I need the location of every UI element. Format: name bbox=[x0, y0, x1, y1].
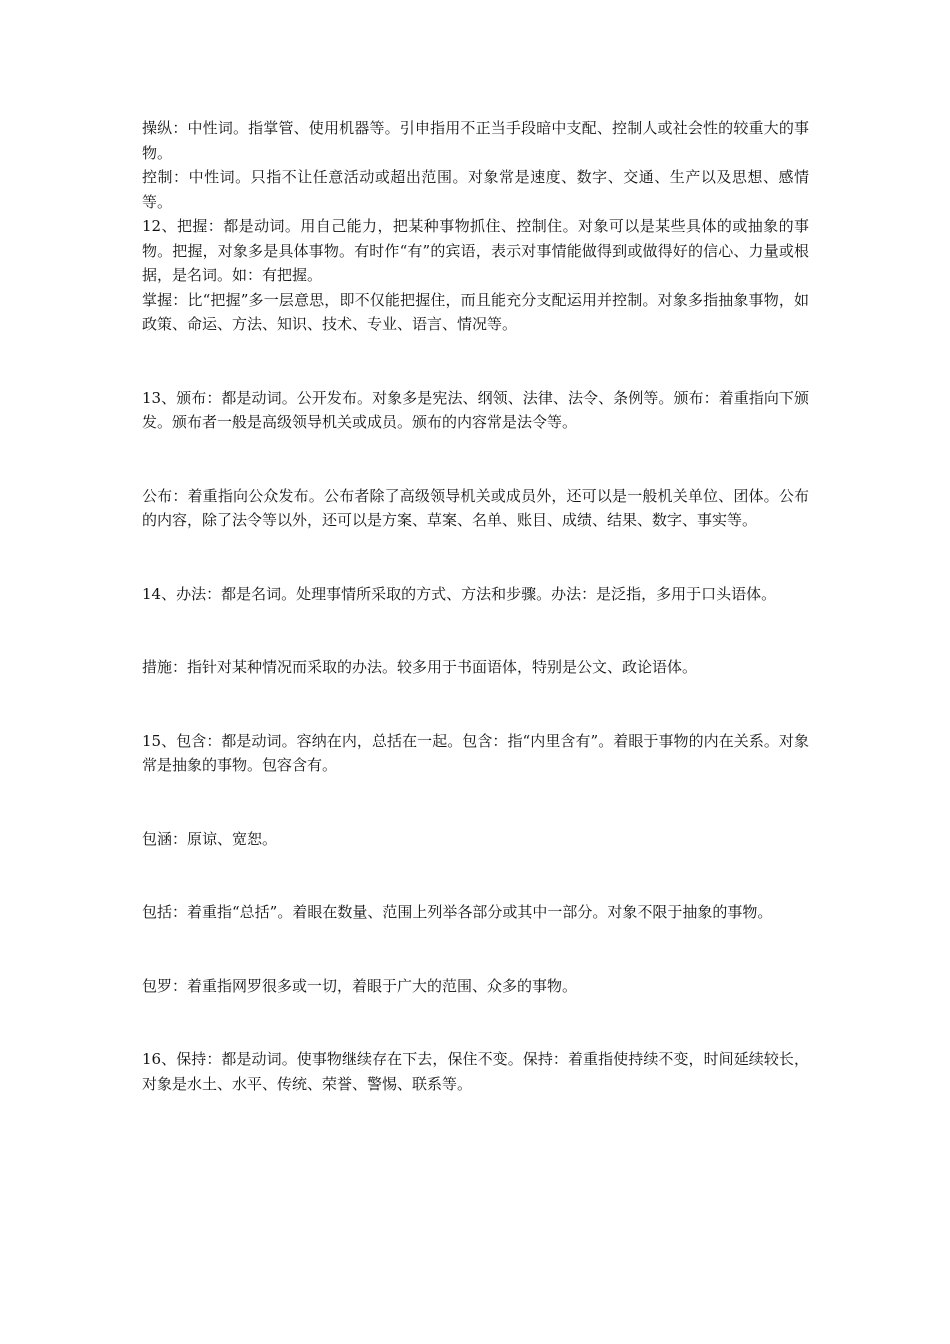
paragraph-caozong: 操纵：中性词。指掌管、使用机器等。引申指用不正当手段暗中支配、控制人或社会性的较重大的事物。 bbox=[142, 119, 809, 162]
paragraph-spacer bbox=[142, 680, 809, 729]
paragraph-banbu: 13、颁布：都是动词。公开发布。对象多是宪法、纲领、法律、法令、条例等。颁布：着重指向下颁发。颁布者一般是高级领导机关或成员。颁布的内容常是法令等。 bbox=[142, 388, 809, 431]
paragraph-spacer bbox=[142, 925, 809, 974]
paragraph-gongbu: 公布：着重指向公众发布。公布者除了高级领导机关或成员外，还可以是一般机关单位、团体。公布的内容，除了法令等以外，还可以是方案、草案、名单、账目、成绩、结果、数字、事实等。 bbox=[142, 486, 809, 529]
paragraph-spacer bbox=[142, 851, 809, 900]
paragraph-kongzhi: 控制：中性词。只指不让任意活动或超出范围。对象常是速度、数字、交通、生产以及思想、感情等。 bbox=[142, 168, 809, 211]
paragraph-spacer bbox=[142, 435, 809, 484]
paragraph-spacer bbox=[142, 606, 809, 655]
paragraph-baochi: 16、保持：都是动词。使事物继续存在下去，保住不变。保持：着重指使持续不变，时间延续较长，对象是水土、水平、传统、荣誉、警惕、联系等。 bbox=[142, 1050, 809, 1093]
paragraph-baokuo: 包括：着重指“总括”。着眼在数量、范围上列举各部分或其中一部分。对象不限于抽象的事物。 bbox=[142, 903, 773, 921]
paragraph-spacer bbox=[142, 337, 809, 386]
document-body bbox=[142, 116, 809, 1096]
paragraph-baoluo: 包罗：着重指网罗很多或一切，着眼于广大的范围、众多的事物。 bbox=[142, 976, 578, 995]
paragraph-baohan-forgive: 包涵：原谅、宽恕。 bbox=[142, 829, 278, 848]
paragraph-spacer bbox=[142, 778, 809, 827]
paragraph-bawo: 12、把握：都是动词。用自己能力，把某种事物抓住、控制住。对象可以是某些具体的或抽象的事物。把握，对象多是具体事物。有时作“有”的宾语，表示对事情能做得到或做得好的信心、力量或根据，是名词。如：有把握。 bbox=[142, 217, 809, 284]
paragraph-spacer bbox=[142, 998, 809, 1047]
paragraph-banfa: 14、办法：都是名词。处理事情所采取的方式、方法和步骤。办法：是泛指，多用于口头语体。 bbox=[142, 584, 777, 603]
paragraph-cuoshi: 措施：指针对某种情况而采取的办法。较多用于书面语体，特别是公文、政论语体。 bbox=[142, 658, 698, 676]
paragraph-zhangwo: 掌握：比“把握”多一层意思，即不仅能把握住，而且能充分支配运用并控制。对象多指抽象事物，如政策、命运、方法、知识、技术、专业、语言、情况等。 bbox=[142, 290, 809, 333]
paragraph-spacer bbox=[142, 533, 809, 582]
paragraph-baohan-contain: 15、包含：都是动词。容纳在内，总括在一起。包含：指“内里含有”。着眼于事物的内在关系。对象常是抽象的事物。包容含有。 bbox=[142, 731, 809, 774]
